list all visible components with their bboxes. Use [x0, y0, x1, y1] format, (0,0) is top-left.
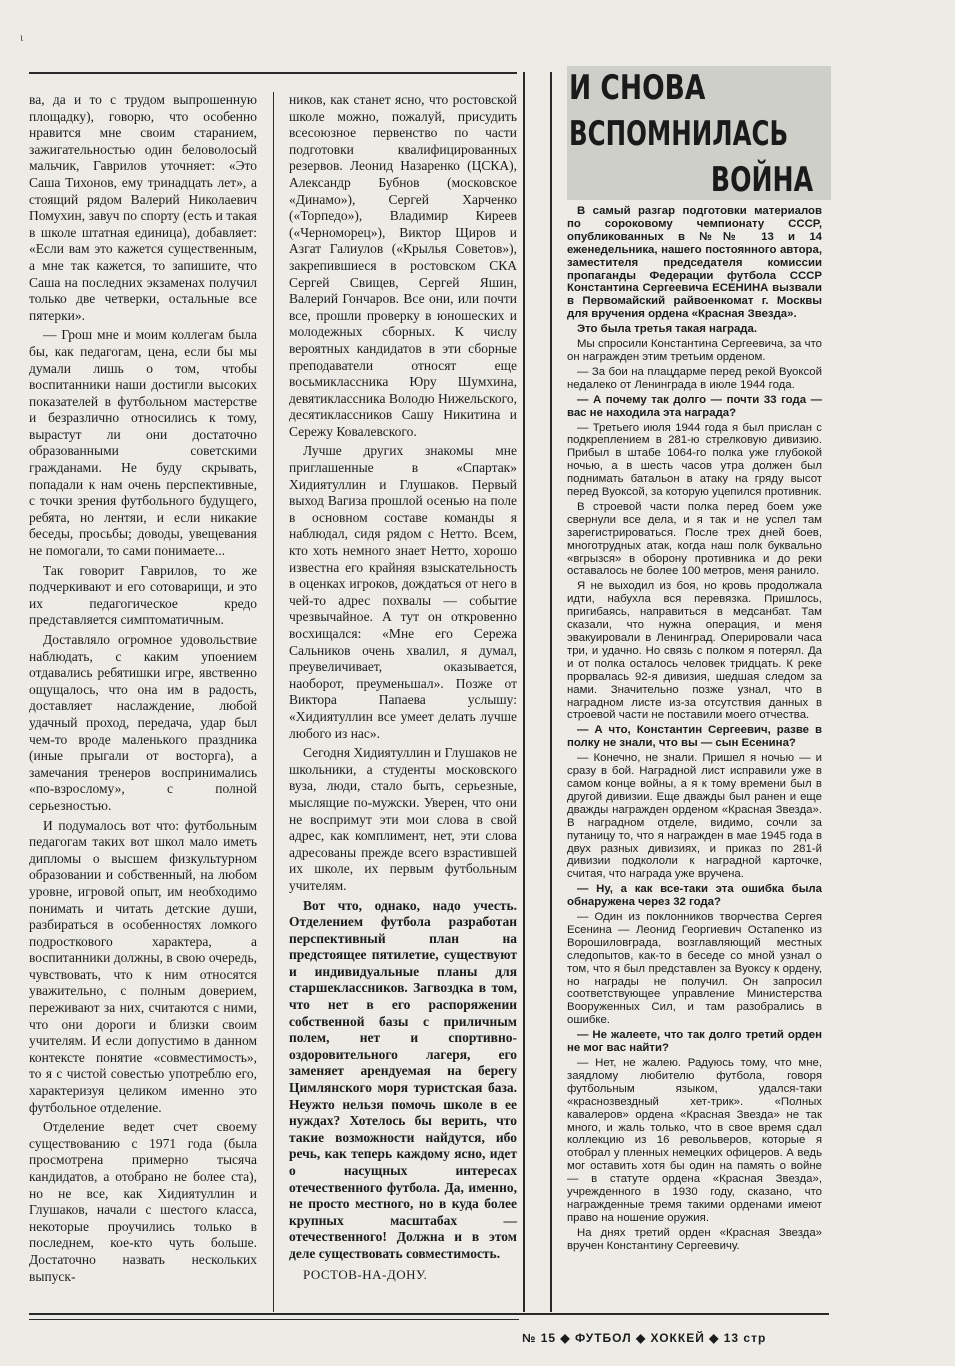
- lead-paragraph: Это была третья такая награда.: [577, 323, 758, 336]
- interview-answer: Я не выходил из боя, но кровь продолжала идти, набухла вся перевязка. Пришлось, пригибаясь, направиться в медсанбат. Там сказали, что нужна операция, и меня эвакуировали в Ленинград. Оперировали часа три, и удачно. Но связь с полком я потерял. Да и от полка осталось человек тридцать. К реке прорвалась 92-я дивизия, шедшая следом за нами. Значительно позже узнал, что в наградном листе из-за отсутствия данных в строевой части не поставили моего отчества.: [567, 580, 822, 722]
- paragraph: Доставляло огромное удовольствие наблюдать, с каким упоением отдавались ребятишки игре, явственно ощущалось, что она им в радость, доставляет наслаждение, любой удачный проход, передача, удар был чем-то вроде маленького праздника (иные прыгали от восторга), а замечания тренеров воспринимались «по-взрослому», с полной серьезностью.: [29, 632, 257, 813]
- paragraph: — Грош мне и моим коллегам была бы, как педагогам, цена, если бы мы думали лишь о том, чтобы воспитанники наши достигли высоких показателей в футбольном мастерстве и безразлично относились к тому, вырастут ли они достаточно образованными советскими гражданами. Не буду скрывать, попадали к нам очень перспективные, с точки зрения футбольного будущего, ребята, но лентяи, и если никакие беседы, просьбы; доводы, увещевания не помогали, то сами понимаете...: [29, 327, 257, 559]
- column-divider-2: [523, 72, 525, 1312]
- interview-answer: — Конечно, не знали. Пришел я ночью — и сразу в бой. Наградной лист исправили уже в самом конце войны, а я к тому времени был в другой дивизии. Еще дважды был ранен и еще дважды награжден орденом «Красная Звезда». В наградном отделе, видимо, сочли за путаницу то, что я награжден в мае 1945 года в двух разных дивизиях, и приказ по 281-й дивизии подкололи к наградной карточке, считая, что награда уже вручена.: [567, 752, 822, 881]
- paragraph: ва, да и то с трудом выпрошенную площадку), говорю, что особенно нравится мне своим старанием, зажигательностью один беловолосый мальчик, Гаврилов уточняет: «Это Саша Тихонов, ему тринадцать лет», а стоящий рядом Валерий Николаевич Помухин, завуч по спорту (есть и такая в школе штатная единица), добавляет: «Если вам это кажется существенным, а мне так кажется, то запишите, что Саша на последних экзаменах получил только две четверки, остальные все пятерки».: [29, 92, 257, 323]
- paragraph: И подумалось вот что: футбольным педагогам таких вот школ мало иметь дипломы о высшем физкультурном образовании и собственный, на любом уровне, игровой опыт, им необходимо понимать и читать детские души, разбираться в особенностях ломкого подросткового характера, а воспитанники должны, в свою очередь, чувствовать, что к ним относятся уважительно, с полным доверием, переживают за них, считаются с ними, что они дороги и близки своим учителям. И если допустимо в данном контексте понятие «совместимость», то я с чистой совестью употреблю его, характеризуя целиком именно это футбольное отделение.: [29, 817, 257, 1115]
- text-column-2: [289, 92, 517, 1286]
- paragraph: Лучше других знакомы мне приглашенные в «Спартак» Хидиятуллин и Глушаков. Первый выход Вагиза прошлой осенью на поле в основном составе команды я наблюдал, сидя рядом с Нетто. Всем, кто хоть немного знает Нетто, хорошо известна его крайняя взыскательность в оценках игроков, дождаться от него в чей-то адрес похвалы — событие чрезвычайное. А тут он откровенно восхищался: «Мне его Сережа Сальников очень хвалил, я думал, преувеличивает, оказывается, наоборот, преуменьшал». Позже от Виктора Папаева услышу: «Хидиятуллин все умеет делать лучше любого из нас».: [289, 443, 517, 741]
- interview-question: — А почему так долго — почти 33 года — вас не находила эта награда?: [567, 393, 822, 419]
- interview-answer: — За бои на плацдарме перед рекой Вуоксой недалеко от Ленинграда в июле 1944 года.: [567, 365, 822, 391]
- bottom-rule-1: [29, 1313, 829, 1315]
- headline-line-2: ВСПОМНИЛАСЬ: [569, 114, 789, 154]
- dateline-signature: РОСТОВ-НА-ДОНУ.: [303, 1266, 428, 1282]
- paragraph: Так говорит Гаврилов, то же подчеркивают и его сотоварищи, и это их педагогическое кредо представляется симптоматичным.: [29, 562, 257, 628]
- top-rule-left: [29, 72, 517, 74]
- interview-answer: На днях третий орден «Красная Звезда» вручен Константину Сергеевичу.: [567, 1226, 822, 1252]
- headline-line-3: ВОЙНА: [710, 160, 813, 200]
- interview-column: [567, 205, 822, 1255]
- interview-question: — Не жалеете, что так долго третий орден не мог вас найти?: [567, 1029, 822, 1055]
- bottom-rule-2: [29, 1319, 519, 1320]
- column-divider-3: [550, 72, 552, 1312]
- article-headline: [567, 66, 831, 200]
- interview-answer: Мы спросили Константина Сергеевича, за что он награжден этим третьим орденом.: [567, 338, 822, 363]
- interview-answer: — Третьего июля 1944 года я был прислан с подкреплением в 281-ю стрелковую дивизию. Прибыл в штабе 1064-го полка уже глубокой ночью, а в шесть часов утра должен был поднимать батальон в атаку на гряду высот перед Вуоксой, за которую уцепился противник.: [567, 421, 822, 499]
- headline-line-1: И СНОВА: [569, 68, 706, 108]
- interview-answer: — Один из поклонников творчества Сергея Есенина — Леонид Георгиевич Остапенко из Ворошиловграда, возглавляющий местных следопытов, как-то в беседе со мной узнал о том, что я был представлен за Вуоксу к ордену, но награды не получил. Он запросил соответствующее управление Министерства Вооруженных Сил, и там разобрались в ошибке.: [567, 911, 822, 1027]
- paragraph: Отделение ведет счет своему существованию с 1971 года (была просмотрена примерно тысяча кандидатов, а отобрано не более ста), но не все, как Хидиятуллин и Глушаков, начали с шестого класса, некоторые проучились только в последнем, кое-кто чуть больше. Достаточно назвать нескольких выпуск-: [29, 1119, 257, 1284]
- bold-conclusion-paragraph: Вот что, однако, надо учесть. Отделением футбола разработан перспективный план на предстоящее пятилетие, существуют и индивидуальные планы для старшеклассников. Загвоздка в том, что нет в его распоряжении собственной базы с приличным полем, нет и спортивно-оздоровительного лагеря, его заменяет арендуемая на берегу Цимлянского моря туристская база. Неужто нельзя помочь школе в ее нуждах? Хотелось бы верить, что такие возможности найдутся, ибо речь, как теперь каждому ясно, идет о насущных интересах отечественного футбола. Да, именно, не просто местного, но в куда более крупных масштабах — отечественного! Должна и в этом деле существовать совместимость.: [289, 897, 517, 1261]
- interview-answer: — Нет, не жалею. Радуюсь тому, что мне, заядлому любителю футбола, говоря футбольным языком, удался-таки «краснозвездный хет-трик». «Полных кавалеров» ордена «Красная Звезда» не так много, и жаль только, что в свое время сдал коллекцию из 16 револьверов, которые я отобрал у пленных немецких офицеров. А ведь мог оставить хотя бы один на память о войне — в статуте ордена «Красная Звезда», учрежденного в 1930 году, сказано, что награжденные тремя такими орденами имеют право на ношение оружия.: [567, 1057, 822, 1224]
- interview-question: — Ну, а как все-таки эта ошибка была обнаружена через 32 года?: [567, 883, 822, 909]
- column-divider-1: [273, 92, 274, 1312]
- paragraph: Сегодня Хидиятуллин и Глушаков не школьники, а студенты московского вуза, люди, стало быть, серьезные, мыслящие по-мужски. Уверен, что они не воспримут эти мои слова в свой адрес, как комплимент, нет, эти слова адресованы прежде всего взрастившей их школе, их первым футбольным учителям.: [289, 745, 517, 893]
- lead-paragraph: В самый разгар подготовки материалов по сороковому чемпионату СССР, опубликованных в №№ 13 и 14 еженедельника, нашего постоянного автора, заместителя председателя комиссии пропаганды Федерации футбола СССР Константина Сергеевича ЕСЕНИНА вызвали в Первомайский райвоенкомат г. Москвы для вручения ордена «Красная Звезда».: [567, 205, 822, 321]
- interview-answer: В строевой части полка перед боем уже свернули все дела, и я так и не успел там зарегистрироваться. После трех дней боев, многотрудных атак, когда наш полк буквально «вгрызся» в оборону противника и до реки оставалось не более 100 метров, меня ранило.: [567, 500, 822, 578]
- text-column-1: [29, 92, 257, 1288]
- corner-mark: ι: [20, 30, 24, 44]
- interview-question: — А что, Константин Сергеевич, разве в полку не знали, что вы — сын Есенина?: [567, 724, 822, 750]
- paragraph: ников, как станет ясно, что ростовской школе можно, пожалуй, присудить всесоюзное первенство по части подготовки квалифицированных резервов. Леонид Назаренко (ЦСКА), Александр Бубнов (московское «Динамо»), Сергей Харченко («Торпедо»), Владимир Киреев («Черноморец»), Виктор Щиров и Азгат Галиулов («Крылья Советов»), закрепившиеся в ростовском СКА Сергей Свищев, Сергей Яшин, Валерий Гончаров. Все они, или почти все, прошли проверку в юношеских и молодежных сборных. К числу вероятных кандидатов в эти сборные преподаватели относят еще восьмиклассника Юру Шумхина, девятиклассника Володю Нижельского, десятиклассников Сашу Никитина и Сережу Ковалевского.: [289, 92, 517, 439]
- page-footer: № 15 ◆ ФУТБОЛ ◆ ХОККЕЙ ◆ 13 стр: [522, 1331, 767, 1345]
